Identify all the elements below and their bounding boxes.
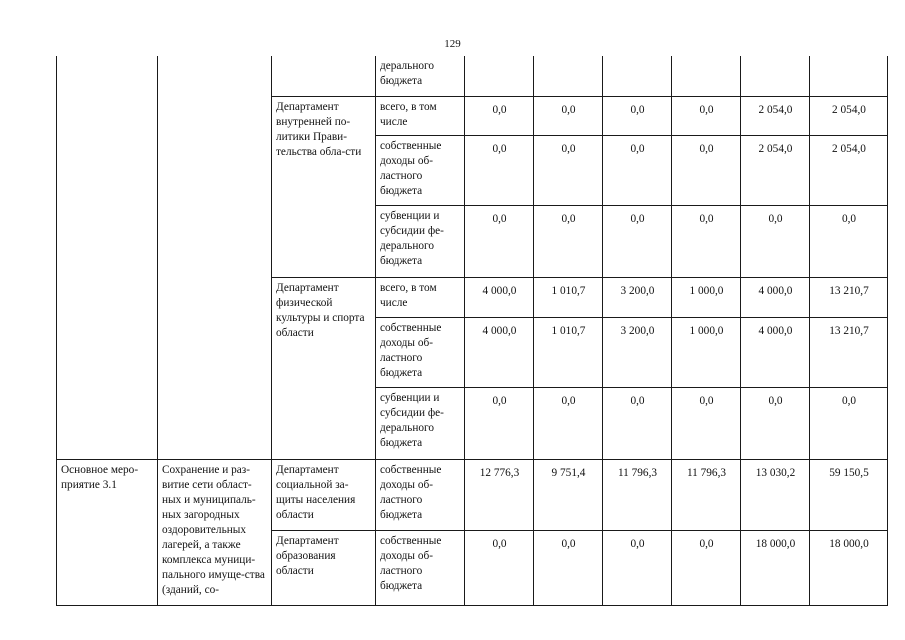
source-cell: дерального бюджета [376,56,465,96]
value-cell: 1 000,0 [672,277,741,317]
source-cell: всего, в том числе [376,277,465,317]
value-cell: 2 054,0 [810,96,888,135]
source-cell: субвенции и субсидии фе-дерального бюджета [376,205,465,277]
value-cell: 12 776,3 [465,459,534,530]
value-cell: 0,0 [534,530,603,605]
value-cell: 13 210,7 [810,317,888,387]
value-cell: 1 010,7 [534,277,603,317]
value-cell: 0,0 [534,387,603,459]
value-cell: 0,0 [465,530,534,605]
value-cell: 0,0 [672,96,741,135]
value-cell: 0,0 [741,205,810,277]
value-cell: 0,0 [810,387,888,459]
value-cell: 13 030,2 [741,459,810,530]
value-cell: 0,0 [465,205,534,277]
page-number: 129 [444,38,461,50]
value-cell: 11 796,3 [603,459,672,530]
value-cell: 0,0 [672,530,741,605]
value-cell: 2 054,0 [741,96,810,135]
value-cell: 18 000,0 [741,530,810,605]
value-cell: 13 210,7 [810,277,888,317]
executor-cell: Департамент физической культуры и спорта области [272,277,376,459]
value-cell [465,56,534,96]
value-cell: 0,0 [603,96,672,135]
value-cell: 0,0 [534,135,603,205]
measure-cell: Основное меро-приятие 3.1 [57,459,158,605]
value-cell: 3 200,0 [603,277,672,317]
value-cell: 9 751,4 [534,459,603,530]
value-cell: 0,0 [603,387,672,459]
value-cell: 4 000,0 [741,317,810,387]
source-cell: собственные доходы об-ластного бюджета [376,530,465,605]
value-cell: 0,0 [465,387,534,459]
value-cell: 4 000,0 [741,277,810,317]
value-cell: 0,0 [534,96,603,135]
value-cell: 0,0 [672,205,741,277]
value-cell: 1 000,0 [672,317,741,387]
value-cell: 0,0 [603,135,672,205]
value-cell: 4 000,0 [465,317,534,387]
source-cell: собственные доходы об-ластного бюджета [376,459,465,530]
value-cell: 0,0 [603,530,672,605]
value-cell: 3 200,0 [603,317,672,387]
value-cell: 0,0 [741,387,810,459]
value-cell: 0,0 [810,205,888,277]
value-cell: 0,0 [603,205,672,277]
value-cell [672,56,741,96]
table-row [57,459,888,530]
value-cell: 0,0 [465,135,534,205]
value-cell: 0,0 [465,96,534,135]
value-cell [603,56,672,96]
executor-cell: Департамент социальной за-щиты населения области [272,459,376,530]
value-cell: 1 010,7 [534,317,603,387]
measure-cell [57,56,158,459]
budget-table [56,56,888,606]
source-cell: собственные доходы об-ластного бюджета [376,317,465,387]
description-cell [158,56,272,459]
executor-cell: Департамент образования области [272,530,376,605]
value-cell: 11 796,3 [672,459,741,530]
executor-cell [272,56,376,96]
value-cell: 0,0 [672,387,741,459]
value-cell [534,56,603,96]
description-cell: Сохранение и раз-витие сети област-ных и муниципаль-ных загородных оздоровительных лагерей, а также комплекса муници-пального имуще-ства (зданий, со- [158,459,272,605]
source-cell: субвенции и субсидии фе-дерального бюджета [376,387,465,459]
table-row [57,56,888,96]
executor-cell: Департамент внутренней по-литики Прави-тельства обла-сти [272,96,376,277]
value-cell: 18 000,0 [810,530,888,605]
value-cell [810,56,888,96]
value-cell: 0,0 [672,135,741,205]
source-cell: собственные доходы об-ластного бюджета [376,135,465,205]
value-cell: 2 054,0 [741,135,810,205]
value-cell: 0,0 [534,205,603,277]
source-cell: всего, в том числе [376,96,465,135]
value-cell: 4 000,0 [465,277,534,317]
value-cell: 2 054,0 [810,135,888,205]
value-cell: 59 150,5 [810,459,888,530]
value-cell [741,56,810,96]
